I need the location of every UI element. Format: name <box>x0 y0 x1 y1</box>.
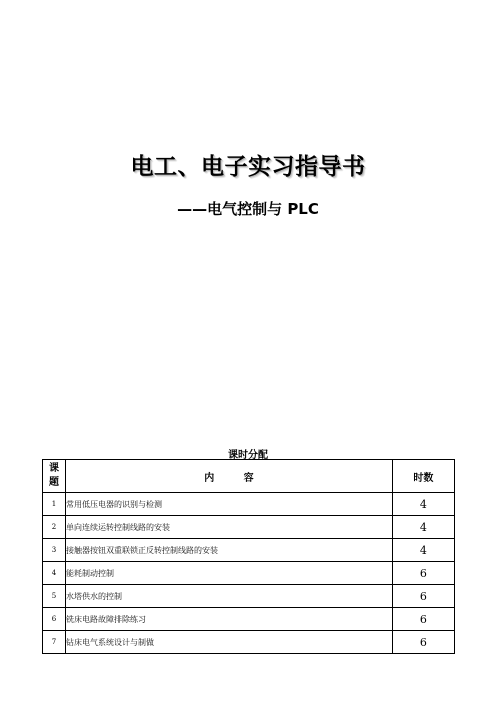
row-content: 钻床电气系统设计与制做 <box>66 631 393 654</box>
row-number: 2 <box>43 516 66 539</box>
table-header-row <box>43 460 455 493</box>
row-hours: 4 <box>392 539 454 562</box>
row-number: 5 <box>43 585 66 608</box>
row-hours: 6 <box>392 585 454 608</box>
row-hours: 6 <box>392 631 454 654</box>
header-content <box>66 460 393 493</box>
row-hours: 4 <box>392 493 454 516</box>
row-content: 能耗制动控制 <box>66 562 393 585</box>
table-row <box>43 516 455 539</box>
row-hours: 4 <box>392 516 454 539</box>
row-number: 4 <box>43 562 66 585</box>
row-hours: 6 <box>392 608 454 631</box>
row-number: 7 <box>43 631 66 654</box>
table-caption: 课时分配 <box>228 450 268 461</box>
header-topic-number <box>43 460 66 493</box>
row-number: 6 <box>43 608 66 631</box>
header-hours <box>392 460 454 493</box>
row-content: 单向连续运转控制线路的安装 <box>66 516 393 539</box>
header-topic-number-text: 课 题 <box>49 463 60 488</box>
table-row <box>43 562 455 585</box>
row-number: 3 <box>43 539 66 562</box>
row-number: 1 <box>43 493 66 516</box>
schedule-table <box>42 459 455 654</box>
table-row <box>43 631 455 654</box>
document-subtitle: ——电气控制与 PLC <box>177 200 319 218</box>
row-content: 水塔供水的控制 <box>66 585 393 608</box>
row-hours: 6 <box>392 562 454 585</box>
header-content-text: 内 容 <box>204 472 254 484</box>
row-content: 铣床电路故障排除练习 <box>66 608 393 631</box>
row-content: 常用低压电器的识别与检测 <box>66 493 393 516</box>
header-hours-text: 时数 <box>413 472 434 484</box>
table-row <box>43 493 455 516</box>
table-row <box>43 539 455 562</box>
document-title: 电工、电子实习指导书 <box>130 154 366 180</box>
table-row <box>43 585 455 608</box>
row-content: 接触器按钮双重联锁正反转控制线路的安装 <box>66 539 393 562</box>
table-row <box>43 608 455 631</box>
